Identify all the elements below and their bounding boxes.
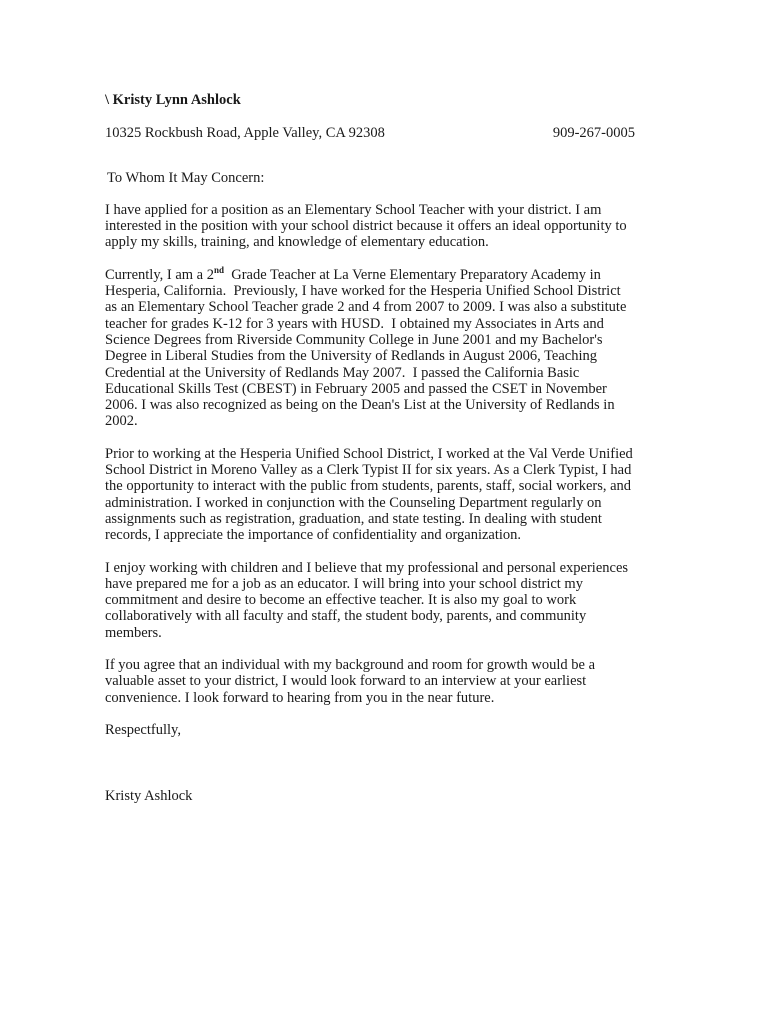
paragraph-motivation: I enjoy working with children and I believe that my professional and personal experiences have prepared me for a job as an educator. I will bring into your school district my commitment and desire to become an effective teacher. It is also my goal to work collaboratively with all faculty and staff, the student body, parents, and community members. <box>105 559 629 641</box>
sender-contact-row <box>105 125 635 141</box>
signature-name: Kristy Ashlock <box>105 788 193 805</box>
closing: Respectfully, <box>105 721 181 738</box>
paragraph-intro: I have applied for a position as an Elementary School Teacher with your district. I am interested in the position with your school district because it offers an ideal opportunity to apply my skills, training, and knowledge of elementary education. <box>105 201 627 251</box>
ordinal-superscript: nd <box>213 264 224 275</box>
salutation: To Whom It May Concern: <box>107 169 265 186</box>
paragraph-prior-work: Prior to working at the Hesperia Unified School District, I worked at the Val Verde Unified School District in Moreno Valley as a Clerk Typist II for six years. As a Clerk Typist, I had the opportunity to interact with the public from students, parents, staff, social workers, and administration. I worked in conjunction with the Counseling Department regularly on assignments such as registration, graduation, and state testing. In dealing with student records, I appreciate the importance of confidentiality and organization. <box>105 445 633 544</box>
paragraph-experience-body: Grade Teacher at La Verne Elementary Preparatory Academy in Hesperia, California. Previously, I have worked for the Hesperia Unified School District as an Elementary School Teacher grade 2 and 4 from 2007 to 2009. I was also a substitute teacher for grades K-12 for 3 years with HUSD. I obtained my Associates in Arts and Science Degrees from Riverside Community College in June 2001 and my Bachelor's Degree in Liberal Studies from the University of Redlands in August 2006, Teaching Credential at the University of Redlands May 2007. I passed the California Basic Educational Skills Test (CBEST) in February 2005 and passed the CSET in November 2006. I was also recognized as being on the Dean's List at the University of Redlands in 2002. <box>105 266 631 430</box>
cover-letter <box>105 92 635 805</box>
paragraph-experience-prefix: Currently, I am a 2 <box>105 266 214 283</box>
sender-name: \ Kristy Lynn Ashlock <box>105 92 241 108</box>
paragraph-closing-request: If you agree that an individual with my background and room for growth would be a valuable asset to your district, I would look forward to an interview at your earliest convenience. I look forward to hearing from you in the near future. <box>105 657 596 706</box>
sender-phone: 909-267-0005 <box>552 125 635 142</box>
paragraph-experience <box>105 264 635 430</box>
sender-address: 10325 Rockbush Road, Apple Valley, CA 92308 <box>105 125 385 142</box>
